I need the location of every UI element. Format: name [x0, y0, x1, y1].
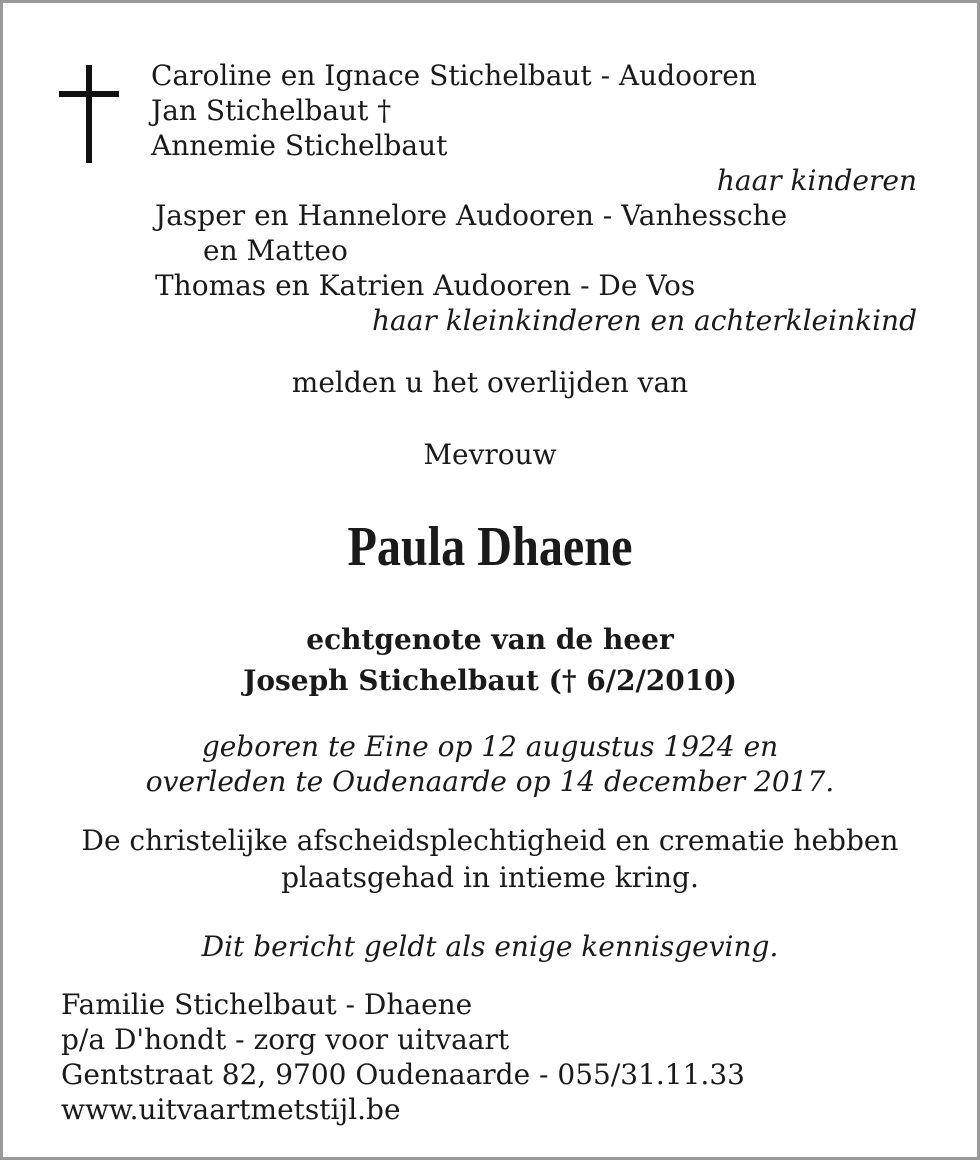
notice-text: Dit bericht geldt als enige kennisgeving. [201, 930, 779, 963]
intro-text: melden u het overlijden van [291, 366, 689, 399]
contact-address: Gentstraat 82, 9700 Oudenaarde - 055/31.11.33 [61, 1058, 745, 1091]
child-line-2: Jan Stichelbaut † [151, 94, 392, 127]
grandchild-line-2: en Matteo [203, 234, 348, 267]
honorific: Mevrouw [423, 438, 557, 471]
contact-family: Familie Stichelbaut - Dhaene [61, 988, 473, 1021]
ceremony-line-2: plaatsgehad in intieme kring. [281, 861, 699, 894]
grandchild-line-1: Jasper en Hannelore Audooren - Vanhessche [155, 199, 788, 232]
spouse-line-2: Joseph Stichelbaut († 6/2/2010) [243, 664, 737, 697]
child-line-1: Caroline en Ignace Stichelbaut - Audooren [151, 59, 757, 92]
spouse-line-1: echtgenote van de heer [306, 623, 674, 656]
child-line-3: Annemie Stichelbaut [151, 129, 448, 162]
deceased-name: Paula Dhaene [347, 516, 633, 578]
contact-website[interactable]: www.uitvaartmetstijl.be [61, 1093, 401, 1126]
grandchild-line-3: Thomas en Katrien Audooren - De Vos [155, 269, 696, 302]
contact-undertaker: p/a D'hondt - zorg voor uitvaart [61, 1023, 510, 1056]
cross-icon [59, 65, 119, 163]
ceremony-line-1: De christelijke afscheidsplechtigheid en crematie hebben [81, 824, 899, 857]
grandchildren-caption: haar kleinkinderen en achterkleinkind [371, 304, 917, 337]
dates-line-1: geboren te Eine op 12 augustus 1924 en [201, 730, 779, 763]
dates-line-2: overleden te Oudenaarde op 14 december 2017. [145, 765, 835, 798]
children-caption: haar kinderen [716, 164, 917, 197]
